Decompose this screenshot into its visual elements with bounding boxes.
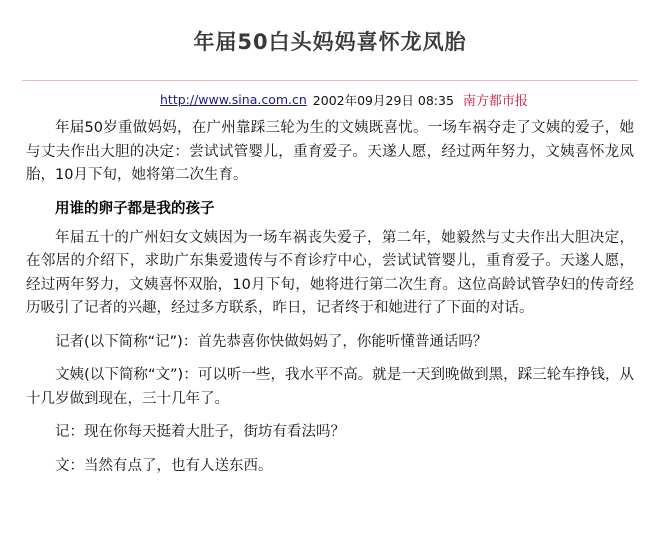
publish-datetime: 2002年09月29日 08:35: [312, 92, 454, 108]
publisher-name: 南方都市报: [462, 94, 528, 110]
article-page: [0, 14, 660, 533]
article-body: [0, 117, 660, 478]
page-title: 年届50白头妈妈喜怀龙凤胎: [193, 30, 467, 55]
paragraph-lead: 年届50岁重做妈妈，在广州靠踩三轮为生的文姨既喜忧。一场车祸夺走了文姨的爱子，她与丈夫作出大胆的决定：尝试试管婴儿，重育爱子。天遂人愿，经过两年努力，文姨喜怀龙凤胎，10月下旬，她将第二次生育。: [26, 120, 634, 184]
source-url-link[interactable]: http://www.sina.com.cn: [160, 92, 307, 108]
section-subheading: 用谁的卵子都是我的孩子: [55, 200, 215, 217]
dialog-line: 记者(以下简称“记”)：首先恭喜你快做妈妈了，你能听懂普通话吗？: [55, 333, 488, 350]
source-line: [160, 81, 660, 117]
dialog-line: 记：现在你每天挺着大肚子，街坊有看法吗？: [55, 424, 345, 441]
paragraph-body: 年届五十的广州妇女文姨因为一场车祸丧失爱子，第二年，她毅然与丈夫作出大胆决定，在邻居的介绍下，求助广东集爱遗传与不育诊疗中心，尝试试管婴儿，重育爱子。天遂人愿，经过两年努力，文姨喜怀双胎，10月下旬，她将进行第二次生育。这位高龄试管孕妇的传奇经历吸引了记者的兴趣，经过多方联系，昨日，记者终于和她进行了下面的对话。: [26, 229, 634, 317]
dialog-line: 文姨(以下简称“文”)：可以听一些，我水平不高。就是一天到晚做到黑，踩三轮车挣钱，从十几岁做到现在，三十几年了。: [26, 367, 634, 407]
dialog-line: 文：当然有点了，也有人送东西。: [55, 457, 273, 474]
